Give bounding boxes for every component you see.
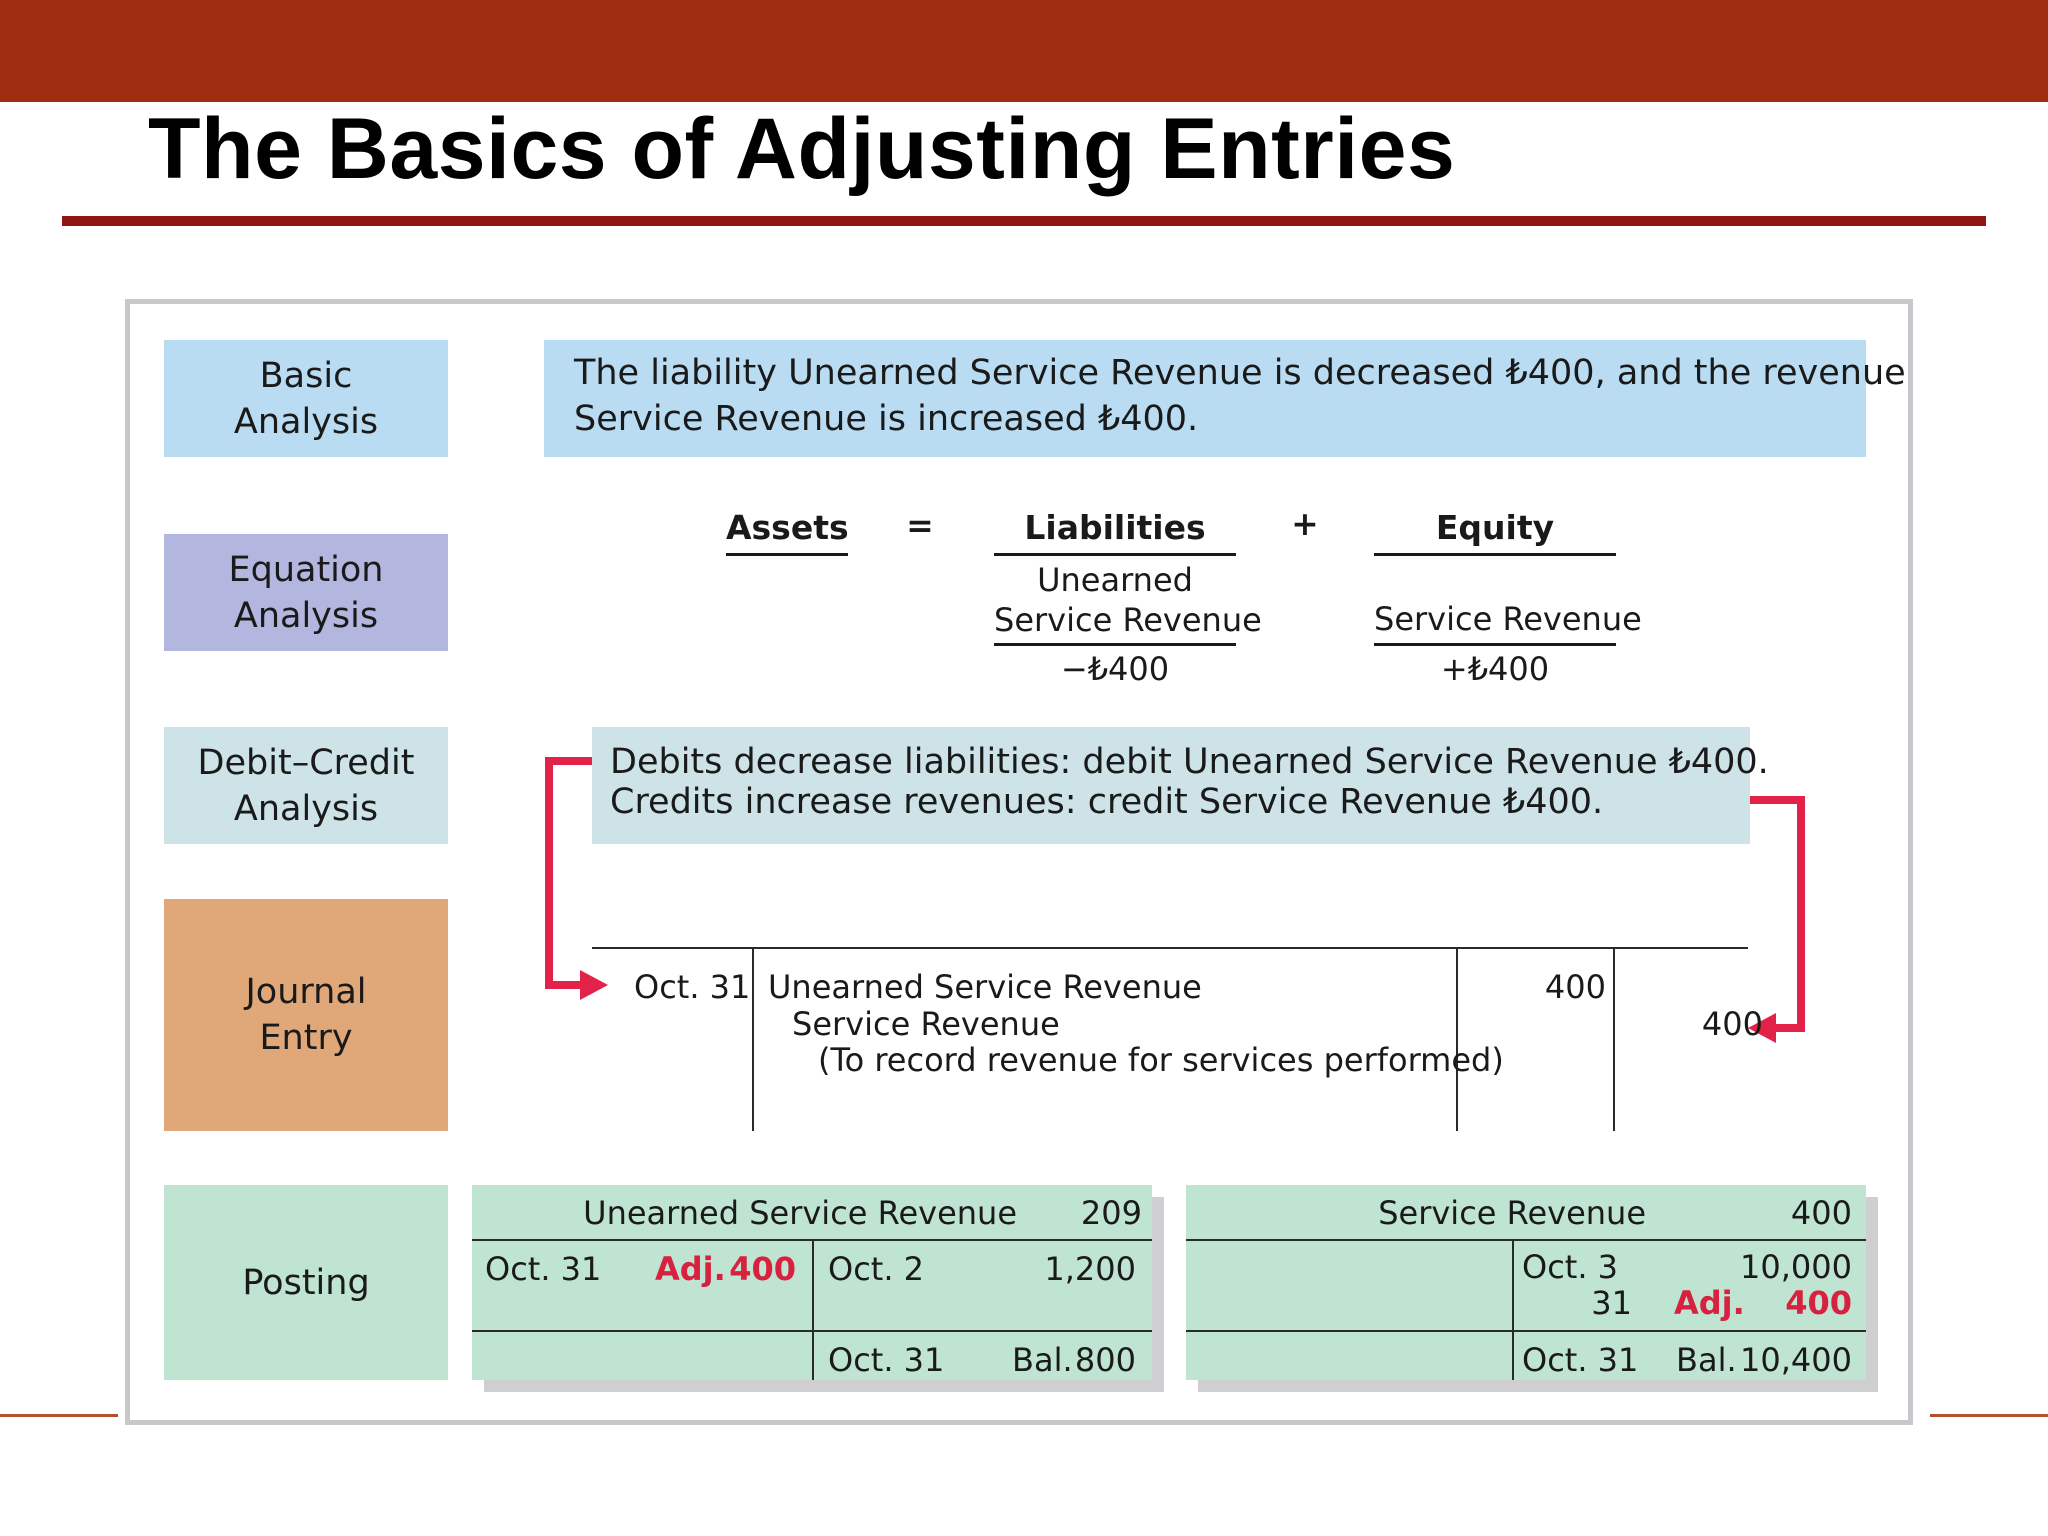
t-unearned-balance-label: Bal. <box>1012 1341 1073 1379</box>
equity-account-underline <box>1374 643 1616 646</box>
t-service-credit-amount2: 400 <box>1785 1284 1852 1322</box>
t-service-balance-date: Oct. 31 <box>1522 1341 1639 1379</box>
journal-credit-account: Service Revenue <box>792 1005 1060 1043</box>
assets-heading: Assets <box>726 508 849 547</box>
header-bar <box>0 0 2048 102</box>
t-service-credit-date1: Oct. 3 <box>1522 1248 1619 1286</box>
equity-amount: +₺400 <box>1440 650 1550 688</box>
t-service-credit-amount1: 10,000 <box>1740 1248 1852 1286</box>
label-line: Posting <box>242 1262 370 1303</box>
basic-analysis-label <box>164 340 448 457</box>
liabilities-heading: Liabilities <box>1024 508 1206 547</box>
liabilities-underline <box>994 553 1236 556</box>
journal-date: Oct. 31 <box>634 968 751 1006</box>
label-line: Equation <box>228 549 384 590</box>
label-line: Analysis <box>233 401 379 442</box>
journal-top-rule <box>592 947 1748 949</box>
equation-analysis-label <box>164 534 448 651</box>
label-line: Debit–Credit <box>197 742 415 783</box>
t-service-divider <box>1512 1239 1514 1380</box>
equity-heading: Equity <box>1435 508 1555 547</box>
journal-entry-label <box>164 899 448 1131</box>
footer-rule-left <box>0 1414 118 1417</box>
t-unearned-number: 209 <box>1080 1194 1142 1232</box>
title-rule <box>62 216 1986 226</box>
t-unearned-divider <box>812 1239 814 1380</box>
slide-title: The Basics of Adjusting Entries <box>148 101 1456 197</box>
t-service-credit-label2: Adj. <box>1674 1284 1745 1322</box>
liabilities-account-line1: Unearned <box>1037 561 1193 599</box>
basic-analysis-line: Service Revenue is increased ₺400. <box>574 399 1199 439</box>
t-service-credit-date2: 31 <box>1591 1284 1632 1322</box>
t-unearned-name: Unearned Service Revenue <box>583 1194 1017 1232</box>
right-arrow-bottom <box>1775 1024 1805 1032</box>
journal-explanation: (To record revenue for services performed) <box>818 1041 1504 1079</box>
t-service-top-rule <box>1186 1239 1866 1241</box>
t-unearned-credit-date: Oct. 2 <box>828 1250 925 1288</box>
left-arrow-vertical <box>545 757 553 989</box>
t-unearned-debit-label: Adj. <box>655 1250 726 1288</box>
posting-label <box>164 1185 448 1380</box>
basic-analysis-box <box>544 340 1906 457</box>
t-unearned-balance-rule <box>472 1330 1152 1332</box>
right-arrow-vertical <box>1797 796 1805 1032</box>
label-line: Analysis <box>233 595 379 636</box>
t-service-number: 400 <box>1790 1194 1852 1232</box>
journal-date-divider <box>752 947 754 1131</box>
debit-credit-analysis-label <box>164 727 448 844</box>
assets-underline <box>726 553 848 556</box>
t-unearned-credit-amount: 1,200 <box>1044 1250 1136 1288</box>
journal-credit-amount: 400 <box>1701 1005 1763 1043</box>
t-unearned-debit-amount: 400 <box>729 1250 796 1288</box>
t-unearned-debit-date: Oct. 31 <box>485 1250 602 1288</box>
debit-credit-line: Debits decrease liabilities: debit Unearned Service Revenue ₺400. <box>610 742 1769 782</box>
left-arrow-bottom <box>545 981 585 989</box>
equals-sign: = <box>906 506 934 545</box>
t-service-name: Service Revenue <box>1378 1194 1646 1232</box>
t-unearned-balance-amount: 800 <box>1074 1341 1136 1379</box>
footer-rule-right <box>1930 1414 2048 1417</box>
plus-sign: + <box>1291 504 1319 543</box>
left-arrowhead-icon <box>580 970 608 1000</box>
debit-credit-box <box>592 727 1769 844</box>
journal-debit-account: Unearned Service Revenue <box>768 968 1202 1006</box>
label-line: Basic <box>259 355 353 396</box>
t-unearned-balance-date: Oct. 31 <box>828 1341 945 1379</box>
equity-account: Service Revenue <box>1374 600 1642 638</box>
debit-credit-line: Credits increase revenues: credit Service Revenue ₺400. <box>610 782 1604 822</box>
label-line: Analysis <box>233 788 379 829</box>
t-service-balance-amount: 10,400 <box>1740 1341 1852 1379</box>
label-line: Journal <box>245 972 367 1012</box>
equity-underline <box>1374 553 1616 556</box>
t-service-balance-label: Bal. <box>1676 1341 1737 1379</box>
journal-debit-amount: 400 <box>1544 968 1606 1006</box>
label-line: Entry <box>259 1018 353 1058</box>
liabilities-account-line2: Service Revenue <box>994 601 1262 639</box>
t-service-balance-rule <box>1186 1330 1866 1332</box>
basic-analysis-line: The liability Unearned Service Revenue is decreased ₺400, and the revenue <box>574 353 1906 393</box>
liabilities-amount: −₺400 <box>1060 650 1170 688</box>
liabilities-account-underline <box>994 643 1236 646</box>
